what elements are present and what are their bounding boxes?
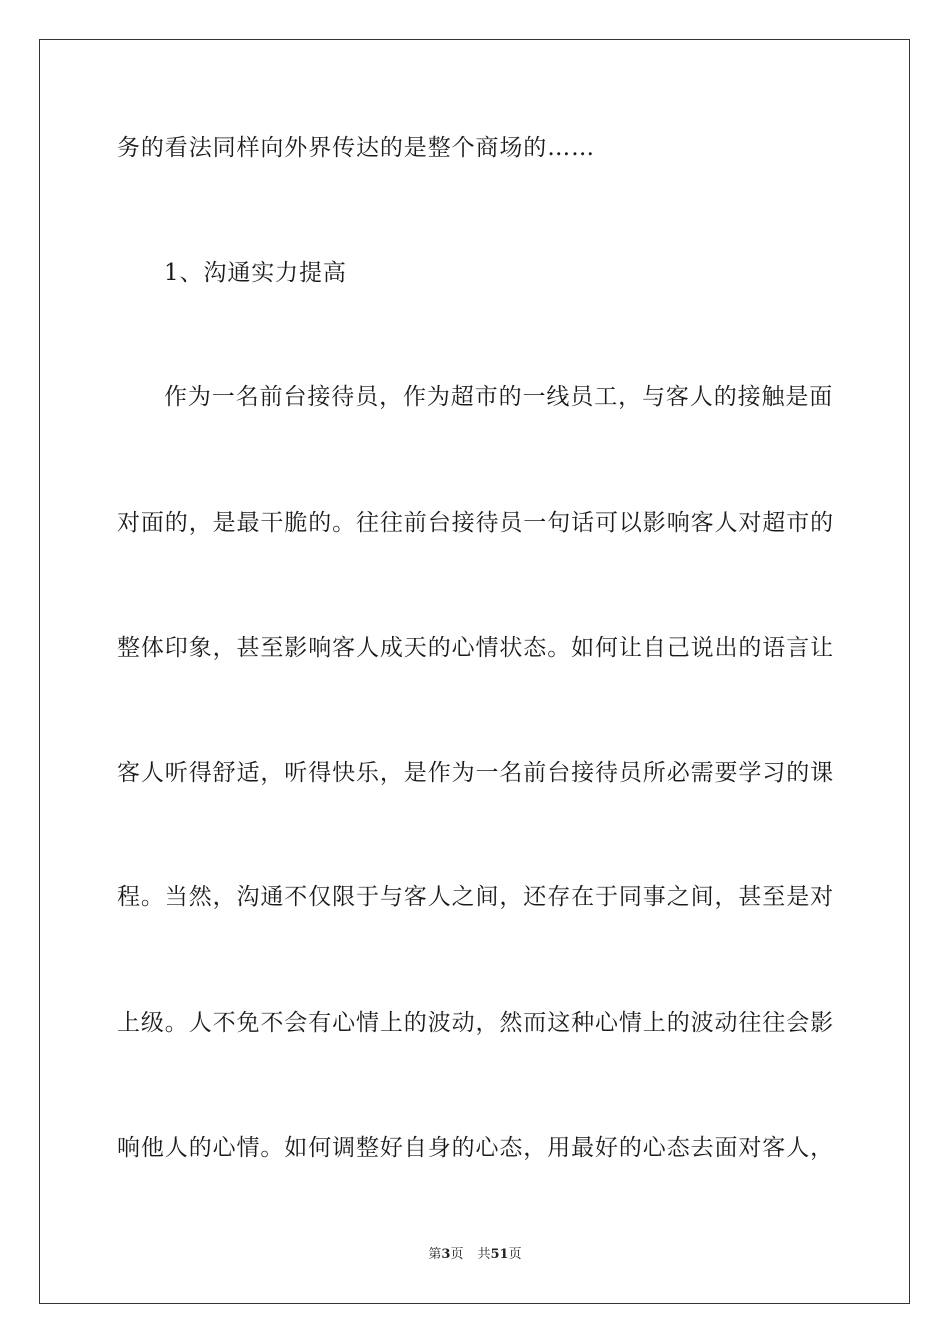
paragraph-line-5: 程。当然，沟通不仅限于与客人之间，还存在于同事之间，甚至是对: [117, 884, 834, 910]
paragraph-line-1: 作为一名前台接待员，作为超市的一线员工，与客人的接触是面: [164, 384, 834, 410]
page-number-suffix: 页: [450, 1247, 464, 1262]
page-total-suffix: 页: [508, 1247, 522, 1262]
section-heading: 1、沟通实力提高: [164, 260, 347, 286]
page-number-prefix: 第: [428, 1247, 442, 1262]
page-footer: [0, 1246, 950, 1264]
paragraph-line-7: 响他人的心情。如何调整好自身的心态，用最好的心态去面对客人，: [117, 1135, 834, 1161]
text-line-1: 务的看法同样向外界传达的是整个商场的……: [117, 135, 595, 161]
paragraph-line-6: 上级。人不免不会有心情上的波动，然而这种心情上的波动往往会影: [117, 1010, 834, 1036]
page-border: [39, 39, 910, 1304]
paragraph-line-4: 客人听得舒适，听得快乐，是作为一名前台接待员所必需要学习的课: [117, 760, 834, 786]
paragraph-line-2: 对面的，是最干脆的。往往前台接待员一句话可以影响客人对超市的: [117, 510, 834, 536]
page-total: 51: [490, 1247, 509, 1262]
paragraph-line-3: 整体印象，甚至影响客人成天的心情状态。如何让自己说出的语言让: [117, 635, 834, 661]
page-total-prefix: 共: [477, 1247, 491, 1262]
page-number-current: 3: [441, 1247, 451, 1262]
